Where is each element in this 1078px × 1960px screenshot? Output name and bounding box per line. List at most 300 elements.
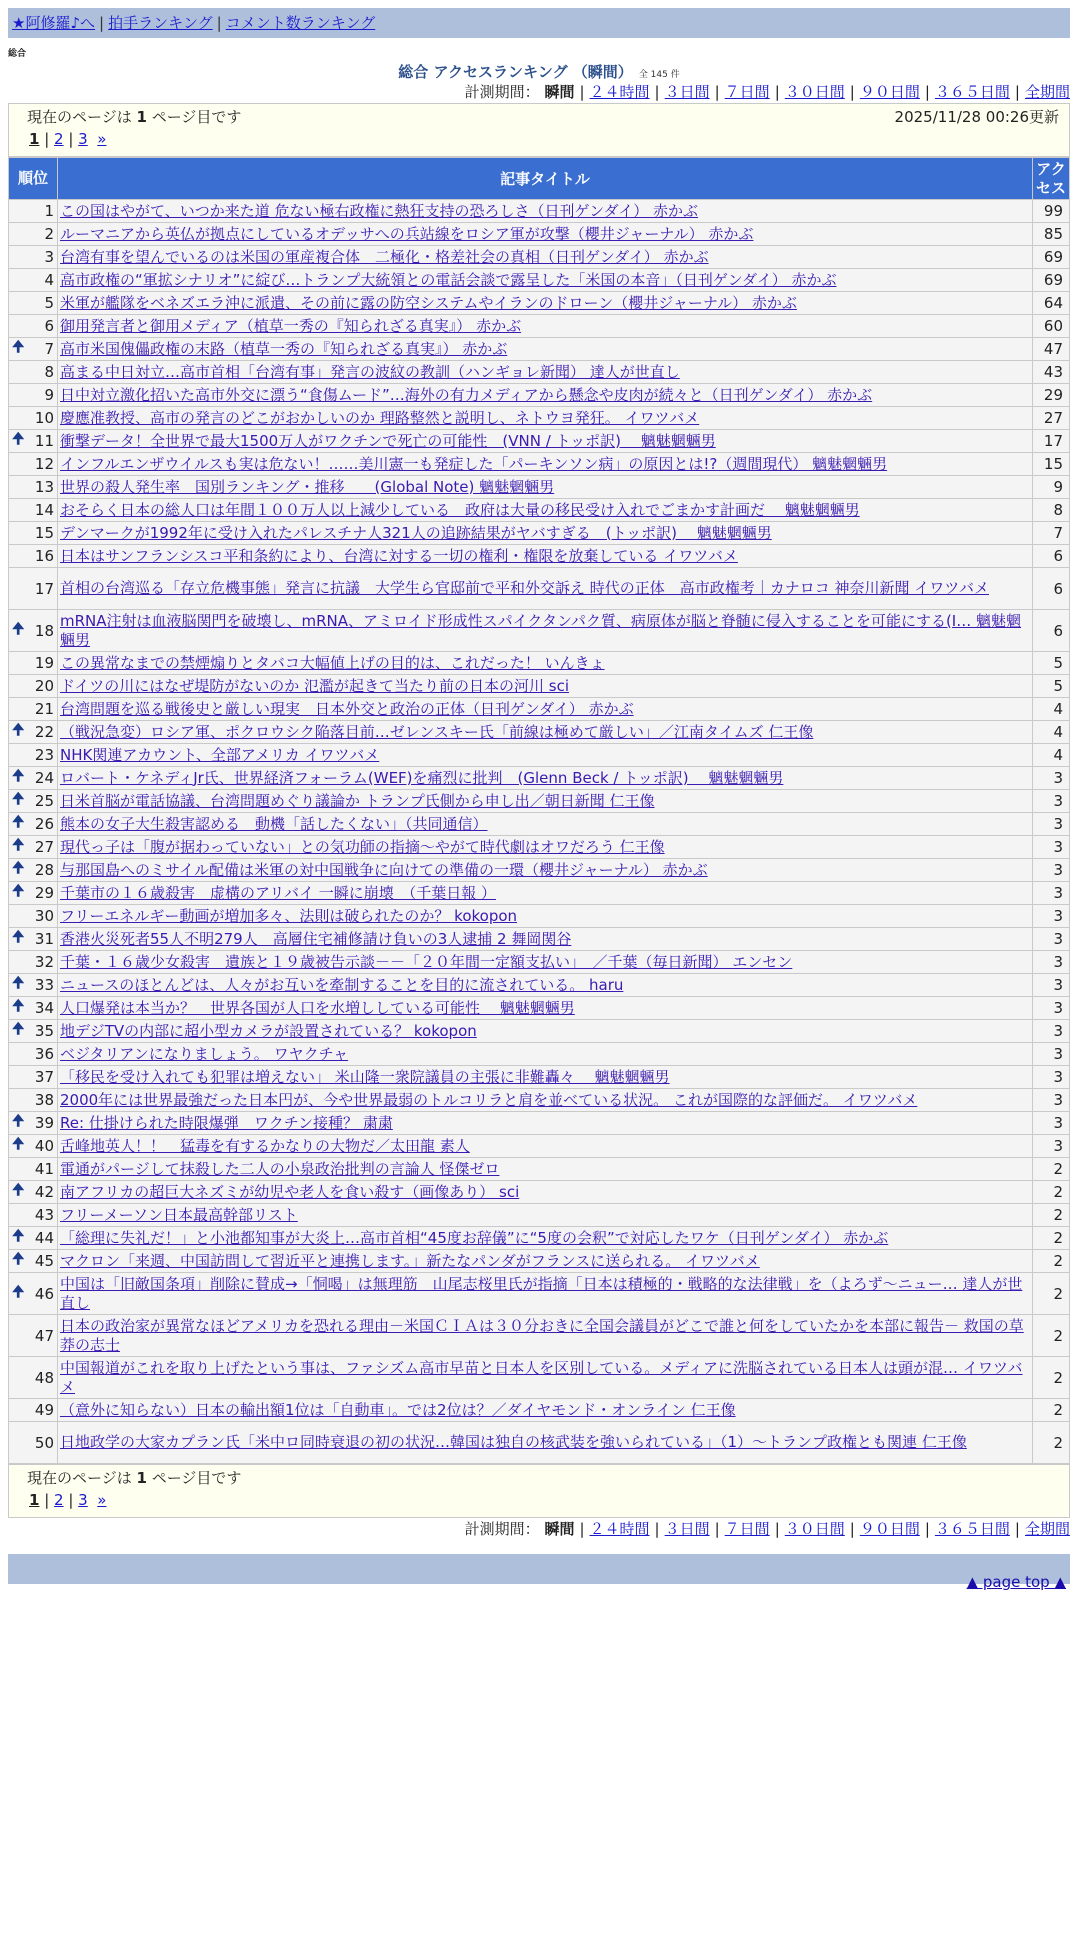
title-cell: [58, 200, 1033, 223]
table-row: [9, 1043, 1070, 1066]
article-title-link[interactable]: 電通がパージして抹殺した二人の小泉政治批判の言論人 怪傑ゼロ: [60, 1159, 500, 1178]
period-link-3d[interactable]: ３日間: [664, 83, 710, 101]
table-row: [9, 859, 1070, 882]
rank-number: 20: [34, 677, 54, 695]
article-title-link[interactable]: 人口爆発は本当か？ 世界各国が人口を水増ししている可能性 魑魅魍魎男: [60, 998, 575, 1017]
article-title-link[interactable]: mRNA注射は血液脳関門を破壊し、mRNA、アミロイド形成性スパイクタンパク質、病原体が脳と脊髄に侵入することを可能にする(I… 魑魅魍魎男: [60, 611, 1021, 649]
title-cell: [58, 1422, 1033, 1464]
title-cell: [58, 1112, 1033, 1135]
rank-cell: [9, 384, 58, 407]
table-row: [9, 292, 1070, 315]
title-cell: [58, 1227, 1033, 1250]
article-title-link[interactable]: ロバート・ケネディJr氏、世界経済フォーラム(WEF)を痛烈に批判 (Glenn Beck / トッポ訳) 魑魅魍魎男: [60, 768, 784, 787]
article-title-link[interactable]: 台湾有事を望んでいるのは米国の軍産複合体 二極化・格差社会の真相（日刊ゲンダイ） 赤かぶ: [60, 247, 709, 266]
page-title: 総合 アクセスランキング （瞬間）: [398, 63, 633, 81]
rank-number: 21: [34, 700, 54, 718]
rank-number: 1: [44, 202, 54, 220]
title-cell: [58, 545, 1033, 568]
table-row: [9, 882, 1070, 905]
rank-cell: [9, 882, 58, 905]
table-row: [9, 476, 1070, 499]
access-count: 3: [1033, 859, 1070, 882]
access-count: 3: [1033, 1066, 1070, 1089]
rank-number: 47: [34, 1326, 54, 1345]
access-count: 3: [1033, 1089, 1070, 1112]
period-current-bottom: 瞬間: [544, 1520, 575, 1538]
period-link-90d[interactable]: ９０日間: [859, 83, 920, 101]
rank-cell: [9, 974, 58, 997]
article-title-link[interactable]: 衝撃データ！全世界で最大1500万人がワクチンで死亡の可能性 (VNN / トッポ訳) 魑魅魍魎男: [60, 431, 716, 450]
article-title-link[interactable]: （戦況急変）ロシア軍、ポクロウシク陥落目前…ゼレンスキー氏「前線は極めて厳しい」／江南タイムズ 仁王像: [60, 722, 814, 741]
access-count: 3: [1033, 836, 1070, 859]
access-count: 3: [1033, 951, 1070, 974]
article-title-link[interactable]: インフルエンザウイルスも実は危ない！……美川憲一も発症した「パーキンソン病」の原因とは!?（週間現代） 魑魅魍魎男: [60, 454, 888, 473]
title-cell: [58, 522, 1033, 545]
period-selector-top: 計測期間： 瞬間 | ２４時間 | ３日間 | ７日間 | ３０日間 | ９０日間 | ３６５日間 | 全期間: [464, 83, 1070, 101]
table-row: [9, 721, 1070, 744]
rank-number: 48: [34, 1368, 54, 1387]
table-row: [9, 1357, 1070, 1399]
table-row: [9, 1422, 1070, 1464]
total-count: 全 145 件: [638, 70, 680, 80]
access-count: 4: [1033, 698, 1070, 721]
access-count: 2: [1033, 1204, 1070, 1227]
access-count: 3: [1033, 767, 1070, 790]
title-cell: [58, 1158, 1033, 1181]
title-cell: [58, 1250, 1033, 1273]
table-row: [9, 1181, 1070, 1204]
rank-number: 26: [34, 815, 54, 833]
table-row: [9, 974, 1070, 997]
rank-number: 11: [34, 432, 54, 450]
article-title-link[interactable]: フリーエネルギー動画が増加多々、法則は破られたのか？ kokopon: [60, 906, 518, 925]
rank-number: 12: [34, 455, 54, 473]
access-count: 2: [1033, 1357, 1070, 1399]
updated-timestamp: 2025/11/28 00:26更新: [894, 108, 1059, 126]
article-title-link[interactable]: 中国報道がこれを取り上げたという事は、ファシズム高市早苗と日本人を区別している。メディアに洗脳されている日本人は頭が混… イワツバメ: [60, 1358, 1023, 1396]
rank-cell: [9, 721, 58, 744]
rank-cell: [9, 1204, 58, 1227]
rank-number: 25: [34, 792, 54, 810]
rank-cell: [9, 767, 58, 790]
page-status-bottom: 現在のページは 1 ページ目です: [27, 1469, 242, 1487]
rank-cell: [9, 698, 58, 721]
title-cell: [58, 836, 1033, 859]
article-title-link[interactable]: 「移民を受け入れても犯罪は増えない」 米山隆一衆院議員の主張に非難轟々 魑魅魍魎男: [60, 1067, 670, 1086]
rank-number: 35: [34, 1022, 54, 1040]
period-link-24h[interactable]: ２４時間: [589, 83, 650, 101]
top-nav-bar: ★阿修羅♪へ | 拍手ランキング | コメント数ランキング: [8, 8, 1070, 38]
table-row: [9, 652, 1070, 675]
rank-up-arrow-icon: 🠉: [12, 1111, 25, 1130]
article-title-link[interactable]: 千葉市の１６歳殺害 虚構のアリバイ 一瞬に崩壊 （千葉日報 ）: [60, 883, 496, 902]
rank-number: 39: [34, 1114, 54, 1132]
rank-cell: [9, 568, 58, 610]
access-count: 8: [1033, 499, 1070, 522]
period-link-all-bottom[interactable]: 全期間: [1024, 1520, 1070, 1538]
rank-cell: [9, 315, 58, 338]
rank-cell: [9, 476, 58, 499]
title-cell: [58, 882, 1033, 905]
rank-up-arrow-icon: 🠉: [12, 973, 25, 992]
rank-up-arrow-icon: 🠉: [12, 996, 25, 1015]
rank-number: 4: [44, 271, 54, 289]
title-cell: [58, 499, 1033, 522]
rank-number: 30: [34, 907, 54, 925]
rank-cell: [9, 200, 58, 223]
access-count: 2: [1033, 1158, 1070, 1181]
rank-cell: [9, 430, 58, 453]
access-count: 4: [1033, 744, 1070, 767]
article-title-link[interactable]: 南アフリカの超巨大ネズミが幼児や老人を食い殺す（画像あり） sci: [60, 1182, 520, 1201]
article-title-link[interactable]: 慶應准教授、高市の発言のどこがおかしいのか 理路整然と説明し、ネトウヨ発狂。 イワツバメ: [60, 408, 700, 427]
table-row: [9, 675, 1070, 698]
rank-cell: [9, 1315, 58, 1357]
rank-cell: [9, 1089, 58, 1112]
article-title-link[interactable]: 世界の殺人発生率 国別ランキング・推移 (Global Note) 魑魅魍魎男: [60, 477, 555, 496]
article-title-link[interactable]: 日本の政治家が異常なほどアメリカを恐れる理由－米国ＣＩＡは３０分おきに全国会議員がどこで誰と何をしていたかを本部に報告－ 救国の草莽の志士: [60, 1316, 1024, 1354]
article-title-link[interactable]: 2000年には世界最強だった日本円が、今や世界最弱のトルコリラと肩を並べている状況。 これが国際的な評価だ。 イワツバメ: [60, 1090, 918, 1109]
title-cell: [58, 315, 1033, 338]
table-row: [9, 997, 1070, 1020]
access-count: 3: [1033, 1020, 1070, 1043]
article-title-link[interactable]: マクロン「来週、中国訪問して習近平と連携します。」新たなパンダがフランスに送られる。 イワツバメ: [60, 1251, 760, 1270]
title-cell: [58, 1273, 1033, 1315]
rank-cell: [9, 1181, 58, 1204]
table-row: [9, 1250, 1070, 1273]
rank-cell: [9, 338, 58, 361]
table-row: [9, 698, 1070, 721]
table-row: [9, 430, 1070, 453]
article-title-link[interactable]: 日米首脳が電話協議、台湾問題めぐり議論か トランプ氏側から申し出／朝日新聞 仁王像: [60, 791, 655, 810]
access-count: 29: [1033, 384, 1070, 407]
rank-up-arrow-icon: 🠉: [12, 881, 25, 900]
table-row: [9, 568, 1070, 610]
rank-number: 10: [34, 409, 54, 427]
article-title-link[interactable]: デンマークが1992年に受け入れたパレスチナ人321人の追跡結果がヤバすぎる (トッポ訳) 魑魅魍魎男: [60, 523, 772, 542]
rank-number: 33: [34, 976, 54, 994]
rank-up-arrow-icon: 🠉: [12, 766, 25, 785]
access-count: 9: [1033, 476, 1070, 499]
access-count: 2: [1033, 1250, 1070, 1273]
article-title-link[interactable]: 現代っ子は「腹が据わっていない」との気功師の指摘～やがて時代劇はオワだろう 仁王像: [60, 837, 665, 856]
access-count: 3: [1033, 882, 1070, 905]
rank-cell: [9, 1066, 58, 1089]
rank-number: 42: [34, 1183, 54, 1201]
access-count: 3: [1033, 974, 1070, 997]
nav-link-asyura[interactable]: ★阿修羅♪へ: [12, 14, 96, 32]
rank-cell: [9, 1227, 58, 1250]
page-link-2-bottom[interactable]: 2: [54, 1491, 64, 1509]
rank-number: 2: [44, 225, 54, 243]
rank-cell: [9, 269, 58, 292]
access-count: 3: [1033, 1135, 1070, 1158]
access-count: 2: [1033, 1181, 1070, 1204]
title-cell: [58, 859, 1033, 882]
article-title-link[interactable]: 千葉・１６歳少女殺害 遺族と１９歳被告示談－－「２０年間一定額支払い」 ／千葉（毎日新聞） エンセン: [60, 952, 793, 971]
article-title-link[interactable]: ドイツの川にはなぜ堤防がないのか 氾濫が起きて当たり前の日本の河川 sci: [60, 676, 570, 695]
period-label: 計測期間：: [464, 83, 540, 101]
rank-cell: [9, 744, 58, 767]
article-title-link[interactable]: 「総理に失礼だ！」と小池都知事が大炎上…高市首相“45度お辞儀”に“5度の会釈”で対応したワケ（日刊ゲンダイ） 赤かぶ: [60, 1228, 889, 1247]
access-count: 27: [1033, 407, 1070, 430]
page-status: 現在のページは 1 ページ目です: [27, 108, 242, 126]
article-title-link[interactable]: 高まる中日対立…高市首相「台湾有事」発言の波紋の教訓（ハンギョレ新聞） 達人が世直し: [60, 362, 680, 381]
title-cell: [58, 430, 1033, 453]
table-row: [9, 813, 1070, 836]
article-title-link[interactable]: 日地政学の大家カプラン氏「米中ロ同時衰退の初の状況…韓国は独自の核武装を強いられている」（1）～トランプ政権とも関連 仁王像: [60, 1433, 967, 1451]
article-title-link[interactable]: 地デジTVの内部に超小型カメラが設置されている？ kokopon: [60, 1021, 477, 1040]
table-row: [9, 836, 1070, 859]
rank-cell: [9, 1357, 58, 1399]
period-link-all[interactable]: 全期間: [1024, 83, 1070, 101]
header-rank: 順位: [9, 158, 58, 200]
rank-cell: [9, 246, 58, 269]
access-count: 47: [1033, 338, 1070, 361]
title-cell: [58, 1399, 1033, 1422]
rank-number: 27: [34, 838, 54, 856]
title-cell: [58, 453, 1033, 476]
rank-number: 43: [34, 1206, 54, 1224]
table-row: [9, 200, 1070, 223]
page-link-3[interactable]: 3: [78, 130, 88, 148]
header-access: アクセス: [1033, 158, 1070, 200]
table-row: [9, 407, 1070, 430]
title-cell: [58, 476, 1033, 499]
rank-number: 17: [34, 579, 54, 598]
period-current: 瞬間: [544, 83, 575, 101]
article-title-link[interactable]: 高市米国傀儡政権の末路（植草一秀の『知られざる真実』） 赤かぶ: [60, 339, 508, 358]
table-row: [9, 522, 1070, 545]
period-link-7d-bottom[interactable]: ７日間: [724, 1520, 770, 1538]
title-cell: [58, 905, 1033, 928]
table-row: [9, 790, 1070, 813]
title-cell: [58, 1089, 1033, 1112]
rank-number: 50: [34, 1433, 54, 1452]
title-cell: [58, 246, 1033, 269]
rank-cell: [9, 1020, 58, 1043]
access-count: 7: [1033, 522, 1070, 545]
article-title-link[interactable]: この国はやがて、いつか来た道 危ない極右政権に熱狂支持の恐ろしさ（日刊ゲンダイ） 赤かぶ: [60, 201, 699, 220]
bottom-bar: [8, 1554, 1070, 1591]
page-next-link[interactable]: »: [97, 130, 107, 148]
article-title-link[interactable]: 熊本の女子大生殺害認める 動機「話したくない」（共同通信）: [60, 814, 488, 833]
access-count: 6: [1033, 568, 1070, 610]
rank-cell: [9, 790, 58, 813]
article-title-link[interactable]: フリーメーソン日本最高幹部リスト: [60, 1205, 298, 1224]
ranking-rows: [9, 200, 1070, 1464]
rank-cell: [9, 453, 58, 476]
nav-link-clap-ranking[interactable]: 拍手ランキング: [108, 14, 213, 32]
title-cell: [58, 974, 1033, 997]
table-row: [9, 1273, 1070, 1315]
title-cell: [58, 790, 1033, 813]
header-title: 記事タイトル: [58, 158, 1033, 200]
rank-number: 31: [34, 930, 54, 948]
title-cell: [58, 568, 1033, 610]
article-title-link[interactable]: ベジタリアンになりましょう。 ワヤクチャ: [60, 1044, 349, 1063]
rank-number: 14: [34, 501, 54, 519]
rank-number: 29: [34, 884, 54, 902]
rank-up-arrow-icon: 🠉: [12, 1019, 25, 1038]
title-cell: [58, 951, 1033, 974]
rank-up-arrow-icon: 🠉: [12, 789, 25, 808]
article-title-link[interactable]: ルーマニアから英仏が拠点にしているオデッサへの兵站線をロシア軍が攻撃（櫻井ジャーナル） 赤かぶ: [60, 224, 754, 243]
page-link-2[interactable]: 2: [54, 130, 64, 148]
article-title-link[interactable]: この異常なまでの禁煙煽りとタバコ大幅値上げの目的は、これだった！ いんきょ: [60, 653, 605, 672]
article-title-link[interactable]: （意外に知らない）日本の輸出額1位は「自動車」。では2位は？／ダイヤモンド・オンライン 仁王像: [60, 1400, 736, 1419]
article-title-link[interactable]: おそらく日本の総人口は年間１００万人以上減少している 政府は大量の移民受け入れでごまかす計画だ 魑魅魍魎男: [60, 500, 860, 519]
rank-up-arrow-icon: 🠉: [12, 1226, 25, 1245]
table-row: [9, 269, 1070, 292]
pagination-box-bottom: [8, 1464, 1070, 1518]
rank-cell: [9, 859, 58, 882]
article-title-link[interactable]: ニュースのほとんどは、人々がお互いを牽制することを目的に流されている。 haru: [60, 975, 624, 994]
rank-number: 19: [34, 654, 54, 672]
title-cell: [58, 1020, 1033, 1043]
access-count: 64: [1033, 292, 1070, 315]
period-selector-bottom: 計測期間： 瞬間 | ２４時間 | ３日間 | ７日間 | ３０日間 | ９０日間 | ３６５日間 | 全期間: [464, 1520, 1070, 1538]
article-title-link[interactable]: 中国は「旧敵国条項」削除に賛成→「恫喝」は無理筋 山尾志桜里氏が指摘「日本は積極的・戦略的な法律戦」を（よろず～ニュー… 達人が世直し: [60, 1274, 1023, 1312]
page-top-link[interactable]: ▲ page top ▲: [966, 1573, 1066, 1591]
table-row: [9, 928, 1070, 951]
rank-cell: [9, 1250, 58, 1273]
article-title-link[interactable]: Re: 仕掛けられた時限爆弾 ワクチン接種？ 粛粛: [60, 1113, 393, 1132]
rank-number: 18: [34, 621, 54, 640]
article-title-link[interactable]: 日中対立激化招いた高市外交に漂う“食傷ムード”…海外の有力メディアから懸念や皮肉が続々と（日刊ゲンダイ） 赤かぶ: [60, 385, 873, 404]
table-row: [9, 1399, 1070, 1422]
title-cell: [58, 1204, 1033, 1227]
article-title-link[interactable]: 与那国島へのミサイル配備は米軍の対中国戦争に向けての準備の一環（櫻井ジャーナル） 赤かぶ: [60, 860, 708, 879]
page-current-bottom: 1: [29, 1491, 40, 1509]
access-count: 3: [1033, 790, 1070, 813]
rank-cell: [9, 1112, 58, 1135]
rank-number: 36: [34, 1045, 54, 1063]
breadcrumb: 総合: [8, 49, 27, 59]
article-title-link[interactable]: 高市政権の“軍拡シナリオ”に綻び…トランプ大統領との電話会談で露呈した「米国の本音」（日刊ゲンダイ） 赤かぶ: [60, 270, 837, 289]
title-cell: [58, 813, 1033, 836]
rank-cell: [9, 1158, 58, 1181]
access-count: 3: [1033, 905, 1070, 928]
article-title-link[interactable]: 米軍が艦隊をベネズエラ沖に派遣、その前に露の防空システムやイランのドローン（櫻井ジャーナル） 赤かぶ: [60, 293, 797, 312]
period-link-30d-bottom[interactable]: ３０日間: [784, 1520, 845, 1538]
rank-up-arrow-icon: 🠉: [12, 619, 25, 637]
title-cell: [58, 1181, 1033, 1204]
period-link-365d-bottom[interactable]: ３６５日間: [934, 1520, 1010, 1538]
nav-link-comment-ranking[interactable]: コメント数ランキング: [225, 14, 376, 32]
table-row: [9, 499, 1070, 522]
rank-cell: [9, 1273, 58, 1315]
rank-cell: [9, 292, 58, 315]
table-row: [9, 1227, 1070, 1250]
rank-up-arrow-icon: 🠉: [12, 429, 25, 448]
access-count: 15: [1033, 453, 1070, 476]
rank-number: 46: [34, 1284, 54, 1303]
title-cell: [58, 269, 1033, 292]
title-cell: [58, 223, 1033, 246]
title-cell: [58, 652, 1033, 675]
page-next-link-bottom[interactable]: »: [97, 1491, 107, 1509]
rank-cell: [9, 836, 58, 859]
page-link-3-bottom[interactable]: 3: [78, 1491, 88, 1509]
title-cell: [58, 675, 1033, 698]
title-cell: [58, 997, 1033, 1020]
rank-cell: [9, 928, 58, 951]
title-cell: [58, 928, 1033, 951]
access-count: 3: [1033, 928, 1070, 951]
table-row: [9, 1204, 1070, 1227]
rank-cell: [9, 1422, 58, 1464]
period-link-90d-bottom[interactable]: ９０日間: [859, 1520, 920, 1538]
rank-number: 41: [34, 1160, 54, 1178]
table-row: [9, 951, 1070, 974]
access-count: 43: [1033, 361, 1070, 384]
article-title-link[interactable]: 御用発言者と御用メディア（植草一秀の『知られざる真実』） 赤かぶ: [60, 316, 522, 335]
article-title-link[interactable]: 舌峰地英人！！ 猛毒を有するかなりの大物だ／太田龍 素人: [60, 1136, 470, 1155]
pagination: 1 | 2 | 3 »: [29, 130, 107, 148]
table-row: [9, 1158, 1070, 1181]
access-count: 3: [1033, 813, 1070, 836]
title-cell: [58, 384, 1033, 407]
rank-number: 6: [44, 317, 54, 335]
rank-up-arrow-icon: 🠉: [12, 337, 25, 356]
article-title-link[interactable]: 台湾問題を巡る戦後史と厳しい現実 日本外交と政治の正体（日刊ゲンダイ） 赤かぶ: [60, 699, 634, 718]
rank-number: 24: [34, 769, 54, 787]
rank-up-arrow-icon: 🠉: [12, 1282, 25, 1300]
article-title-link[interactable]: 日本はサンフランシスコ平和条約により、台湾に対する一切の権利・権限を放棄している イワツバメ: [60, 546, 738, 565]
title-cell: [58, 721, 1033, 744]
rank-number: 38: [34, 1091, 54, 1109]
rank-cell: [9, 610, 58, 652]
article-title-link[interactable]: 香港火災死者55人不明279人 高層住宅補修請け負いの3人逮捕 2 舞岡関谷: [60, 929, 572, 948]
ranking-table: [8, 157, 1070, 1464]
period-link-365d[interactable]: ３６５日間: [934, 83, 1010, 101]
period-link-7d[interactable]: ７日間: [724, 83, 770, 101]
title-cell: [58, 698, 1033, 721]
title-cell: [58, 767, 1033, 790]
table-row: [9, 905, 1070, 928]
rank-up-arrow-icon: 🠉: [12, 927, 25, 946]
access-count: 85: [1033, 223, 1070, 246]
rank-cell: [9, 1135, 58, 1158]
article-title-link[interactable]: 首相の台湾巡る「存立危機事態」発言に抗議 大学生ら官邸前で平和外交訴え 時代の正体 高市政権考｜カナロコ 神奈川新聞 イワツバメ: [60, 579, 990, 597]
rank-cell: [9, 1043, 58, 1066]
period-link-3d-bottom[interactable]: ３日間: [664, 1520, 710, 1538]
title-cell: [58, 407, 1033, 430]
article-title-link[interactable]: NHK関連アカウント、全部アメリカ イワツバメ: [60, 745, 380, 764]
rank-cell: [9, 545, 58, 568]
access-count: 2: [1033, 1227, 1070, 1250]
period-link-30d[interactable]: ３０日間: [784, 83, 845, 101]
rank-number: 22: [34, 723, 54, 741]
period-link-24h-bottom[interactable]: ２４時間: [589, 1520, 650, 1538]
rank-up-arrow-icon: 🠉: [12, 835, 25, 854]
title-cell: [58, 1357, 1033, 1399]
access-count: 2: [1033, 1315, 1070, 1357]
rank-cell: [9, 997, 58, 1020]
table-row: [9, 246, 1070, 269]
rank-up-arrow-icon: 🠉: [12, 812, 25, 831]
rank-up-arrow-icon: 🠉: [12, 858, 25, 877]
rank-number: 15: [34, 524, 54, 542]
table-row: [9, 338, 1070, 361]
rank-up-arrow-icon: 🠉: [12, 720, 25, 739]
access-count: 3: [1033, 1043, 1070, 1066]
rank-number: 16: [34, 547, 54, 565]
rank-up-arrow-icon: 🠉: [12, 1180, 25, 1199]
access-count: 99: [1033, 200, 1070, 223]
table-row: [9, 453, 1070, 476]
